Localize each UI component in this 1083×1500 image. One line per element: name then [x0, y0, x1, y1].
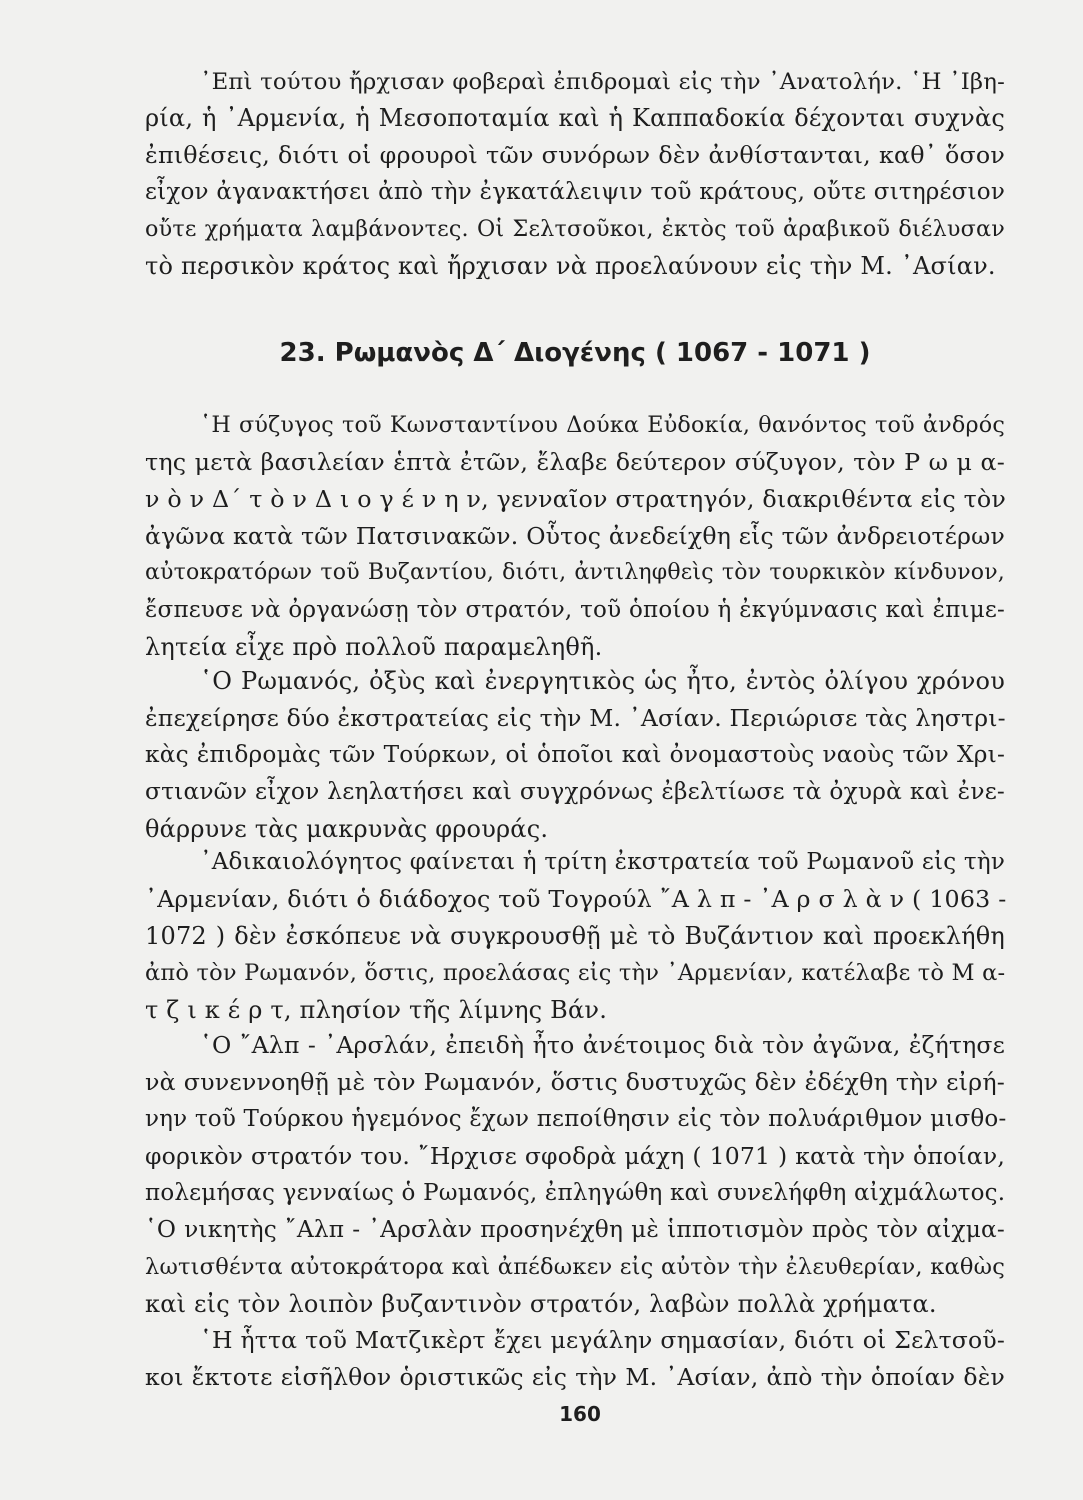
text-line: 1072 ) δὲν ἐσκόπευε νὰ συγκρουσθῇ μὲ τὸ Βυζάντιον καὶ προεκλήθη	[145, 922, 1005, 950]
text-line: εἶχον ἀγανακτήσει ἀπὸ τὴν ἐγκατάλειψιν τοῦ κράτους, οὔτε σιτηρέσιον	[145, 179, 1005, 205]
page-number: 160	[559, 1402, 601, 1426]
text-line: ῾Ο Ρωμανός, ὀξὺς καὶ ἐνεργητικὸς ὡς ἦτο, ἐντὸς ὀλίγου χρόνου	[200, 667, 1005, 695]
text-line: νην τοῦ Τούρκου ἡγεμόνος ἔχων πεποίθησιν εἰς τὸν πολυάριθμον μισθο-	[145, 1106, 1007, 1132]
text-line: της μετὰ βασιλείαν ἑπτὰ ἐτῶν, ἔλαβε δεύτερον σύζυγον, τὸν Ρ ω μ α-	[145, 448, 1005, 476]
text-line: ῾Η σύζυγος τοῦ Κωνσταντίνου Δούκα Εὐδοκία, θανόντος τοῦ ἀνδρός	[200, 412, 1005, 438]
text-line: ῾Ο νικητὴς ῎Αλπ - ᾿Αρσλὰν προσηνέχθη μὲ ἱπποτισμὸν πρὸς τὸν αἰχμα-	[145, 1216, 1005, 1243]
text-line: ν ὸ ν Δ΄ τ ὸ ν Δ ι ο γ έ ν η ν, γενναῖον στρατηγόν, διακριθέντα εἰς τὸν	[145, 485, 1007, 513]
text-line: ῾Ο ῎Αλπ - ᾿Αρσλάν, ἐπειδὴ ἦτο ἀνέτοιμος διὰ τὸν ἀγῶνα, ἐζήτησε	[200, 1031, 1005, 1059]
text-line: ἔσπευσε νὰ ὀργανώσῃ τὸν στρατόν, τοῦ ὁποίου ἡ ἐκγύμνασις καὶ ἐπιμε-	[145, 597, 1005, 623]
text-line: ρία, ἡ ᾿Αρμενία, ἡ Μεσοποταμία καὶ ἡ Καππαδοκία δέχονται συχνὰς	[145, 104, 1005, 132]
text-line: λητεία εἶχε πρὸ πολλοῦ παραμεληθῆ.	[145, 633, 603, 661]
text-line: ἐπεχείρησε δύο ἐκστρατείας εἰς τὴν Μ. ᾿Ασίαν. Περιώρισε τὰς ληστρι-	[145, 704, 1006, 732]
text-line: λωτισθέντα αὐτοκράτορα καὶ ἀπέδωκεν εἰς αὐτὸν τὴν ἐλευθερίαν, καθὼς	[145, 1254, 1005, 1280]
text-line: ἀπὸ τὸν Ρωμανόν, ὅστις, προελάσας εἰς τὴν ᾿Αρμενίαν, κατέλαβε τὸ Μ α-	[145, 960, 1006, 986]
text-line: αὐτοκρατόρων τοῦ Βυζαντίου, διότι, ἀντιληφθεὶς τὸν τουρκικὸν κίνδυνον,	[145, 560, 1005, 585]
text-line: καὶ εἰς τὸν λοιπὸν βυζαντινὸν στρατόν, λαβὼν πολλὰ χρήματα.	[145, 1290, 937, 1318]
text-line: ᾿Αδικαιολόγητος φαίνεται ἡ τρίτη ἐκστρατεία τοῦ Ρωμανοῦ εἰς τὴν	[200, 849, 1005, 875]
text-line: κοι ἔκτοτε εἰσῆλθον ὁριστικῶς εἰς τὴν Μ. ᾿Ασίαν, ἀπὸ τὴν ὁποίαν δὲν	[145, 1363, 1005, 1391]
text-line: πολεμήσας γενναίως ὁ Ρωμανός, ἐπληγώθη καὶ συνελήφθη αἰχμάλωτος.	[145, 1180, 1006, 1206]
text-line: τὸ περσικὸν κράτος καὶ ἤρχισαν νὰ προελαύνουν εἰς τὴν Μ. ᾿Ασίαν.	[145, 252, 996, 280]
text-line: κὰς ἐπιδρομὰς τῶν Τούρκων, οἱ ὁποῖοι καὶ ὀνομαστοὺς ναοὺς τῶν Χρι-	[145, 741, 1005, 768]
text-line: στιανῶν εἶχον λεηλατήσει καὶ συγχρόνως ἐβελτίωσε τὰ ὀχυρὰ καὶ ἐνε-	[145, 778, 1005, 805]
text-line: ἐπιθέσεις, διότι οἱ φρουροὶ τῶν συνόρων δὲν ἀνθίστανται, καθ᾿ ὅσον	[145, 141, 1005, 169]
text-line: οὔτε χρήματα λαμβάνοντες. Οἱ Σελτσοῦκοι, ἐκτὸς τοῦ ἀραβικοῦ διέλυσαν	[145, 216, 1005, 242]
text-line: θάρρυνε τὰς μακρυνὰς φρουράς.	[145, 815, 549, 843]
section-heading: 23. Ρωμανὸς Δ΄ Διογένης ( 1067 - 1071 )	[279, 338, 871, 368]
text-line: ἀγῶνα κατὰ τῶν Πατσινακῶν. Οὗτος ἀνεδείχθη εἷς τῶν ἀνδρειοτέρων	[145, 522, 1005, 550]
text-line: νὰ συνεννοηθῇ μὲ τὸν Ρωμανόν, ὅστις δυστυχῶς δὲν ἐδέχθη τὴν εἰρή-	[145, 1068, 1005, 1096]
text-line: ῾Η ἧττα τοῦ Ματζικὲρτ ἔχει μεγάλην σημασίαν, διότι οἱ Σελτσοῦ-	[200, 1326, 1005, 1354]
text-line: ᾿Επὶ τούτου ἤρχισαν φοβεραὶ ἐπιδρομαὶ εἰς τὴν ᾿Ανατολήν. ῾Η ᾿Ιβη-	[200, 69, 1005, 95]
text-line: φορικὸν στρατόν του. ῎Ηρχισε σφοδρὰ μάχη ( 1071 ) κατὰ τὴν ὁποίαν,	[145, 1142, 1005, 1170]
text-line: ᾿Αρμενίαν, διότι ὁ διάδοχος τοῦ Τογρούλ ῎Α λ π - ᾿Α ρ σ λ ὰ ν ( 1063 -	[145, 885, 1007, 913]
text-line: τ ζ ι κ έ ρ τ, πλησίον τῆς λίμνης Βάν.	[145, 996, 608, 1024]
